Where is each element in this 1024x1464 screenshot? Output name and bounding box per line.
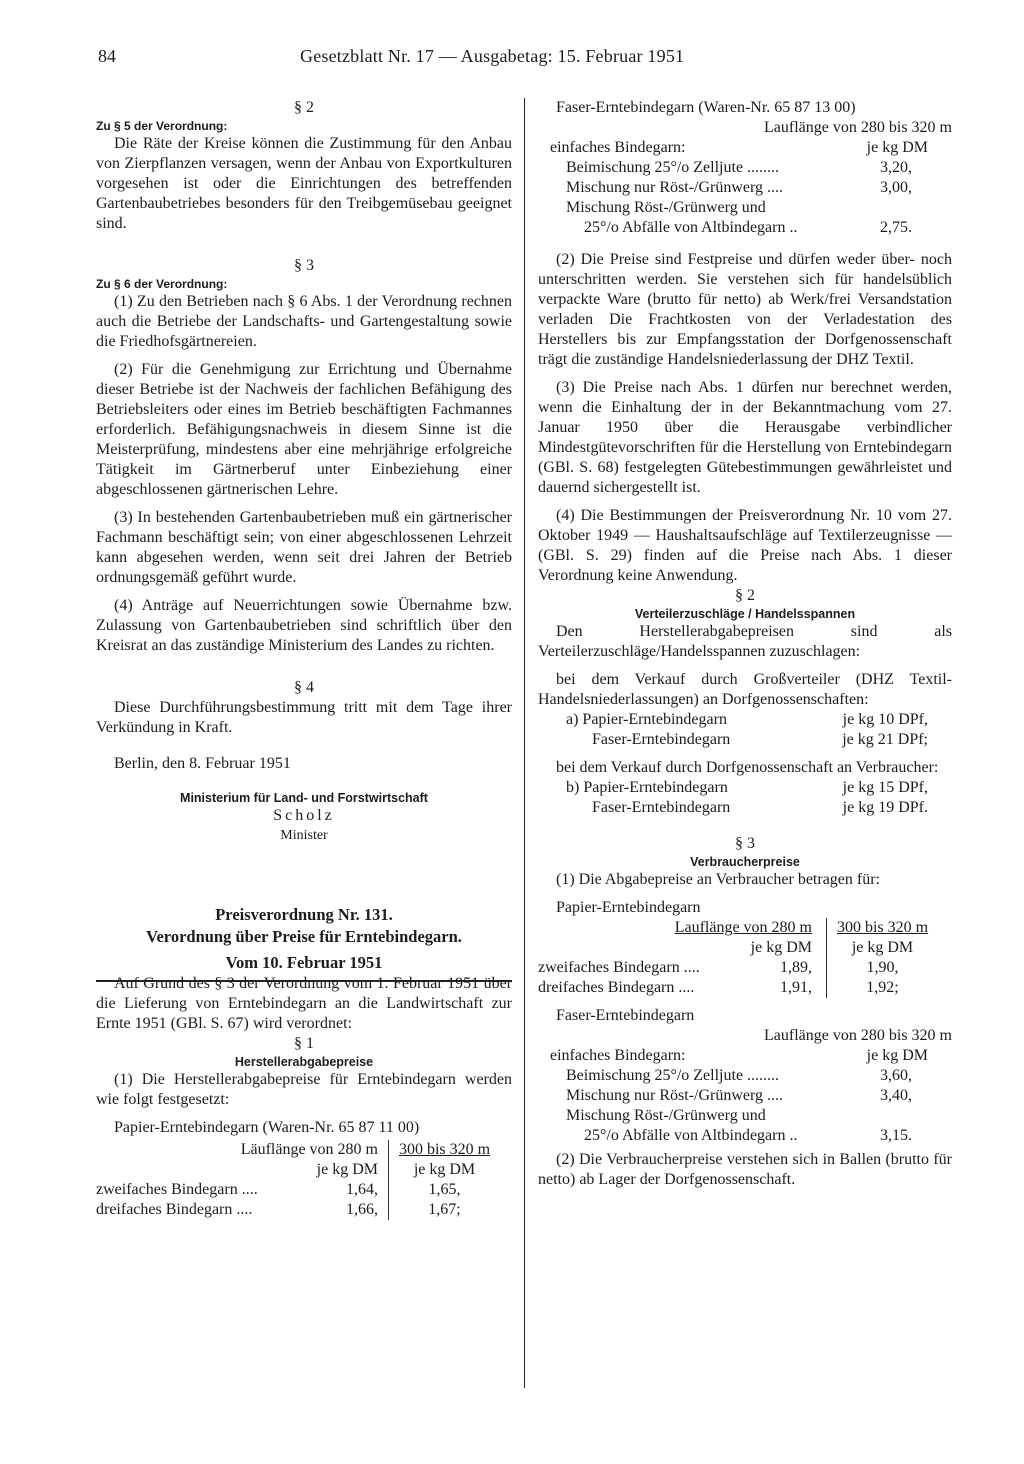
item-label: 25°/o Abfälle von Altbindegarn ..	[584, 1127, 798, 1144]
list-item	[538, 730, 952, 750]
item-label: Mischung nur Röst-/Grünwerg ....	[566, 179, 784, 196]
product-label: Faser-Erntebindegarn (Waren-Nr. 65 87 13 00)	[556, 99, 856, 116]
table-header: Läuflänge von 280 m	[240, 1141, 378, 1158]
table-row-label: zweifaches Bindegarn ....	[538, 959, 700, 976]
table-row-label: zweifaches Bindegarn ....	[96, 1181, 258, 1198]
table-cell: 1,91,	[780, 979, 812, 996]
item-value: 3,60,	[880, 1067, 912, 1084]
paragraph: bei dem Verkauf durch Dorfgenossenschaft an Verbraucher:	[556, 759, 939, 776]
list-item	[538, 778, 952, 798]
ordinance-date: Vom 10. Februar 1951	[225, 953, 383, 972]
list-unit: je kg DM	[866, 1047, 928, 1064]
item-label: 25°/o Abfälle von Altbindegarn ..	[584, 219, 798, 236]
item-value: 2,75.	[880, 219, 912, 236]
paragraph: Auf Grund des § 3 der Verordnung vom 1. Februar 1951 über die Lieferung von Erntebindegarn an die Landwirtschaft zur Ernte 1951 (GBl. S. 67) wird verordnet:	[96, 975, 512, 1032]
list-item	[538, 1106, 952, 1126]
item-value: je kg 19 DPf.	[842, 799, 928, 816]
list-item	[538, 178, 952, 198]
item-label: Mischung Röst-/Grünwerg und	[566, 1107, 766, 1124]
table-cell: 1,90,	[826, 958, 938, 978]
list-item	[538, 158, 952, 178]
ministry-name: Ministerium für Land- und Forstwirtschaft	[180, 791, 428, 805]
table-cell: 1,89,	[780, 959, 812, 976]
table-unit: je kg DM	[316, 1161, 378, 1178]
table-row-label: dreifaches Bindegarn ....	[96, 1201, 253, 1218]
length-label: Lauflänge von 280 bis 320 m	[764, 119, 952, 136]
section-heading: § 2	[294, 99, 314, 116]
item-value: je kg 10 DPf,	[842, 711, 928, 728]
product-label: Papier-Erntebindegarn (Waren-Nr. 65 87 11 00)	[114, 1119, 420, 1136]
ordinance-title: Preisverordnung Nr. 131.	[215, 905, 393, 924]
page-header-title: Gesetzblatt Nr. 17 — Ausgabetag: 15. Februar 1951	[300, 46, 685, 66]
list-label: einfaches Bindegarn:	[550, 1047, 686, 1064]
list-item	[538, 1086, 952, 1106]
section-title: Verteilerzuschläge / Handelsspannen	[634, 607, 856, 621]
item-label: Faser-Erntebindegarn	[592, 731, 731, 748]
item-label: b) Papier-Erntebindegarn	[566, 779, 728, 796]
section-reference: Zu § 5 der Verordnung:	[96, 119, 228, 133]
table-cell: 1,64,	[346, 1181, 378, 1198]
paragraph: (1) Die Abgabepreise an Verbraucher betragen für:	[556, 871, 880, 888]
price-table	[96, 1140, 512, 1220]
right-column	[538, 98, 952, 1190]
length-label: Lauflänge von 280 bis 320 m	[764, 1027, 952, 1044]
list-header	[538, 138, 952, 158]
paragraph: (4) Die Bestimmungen der Preisverordnung Nr. 10 vom 27. Oktober 1949 — Haushaltsaufschläge auf Textilerzeugnisse — (GBl. S. 29) finden auf die Preise nach Abs. 1 dieser Verordnung keine Anwendung.	[538, 507, 952, 584]
section-heading: § 3	[294, 257, 314, 274]
paragraph: (1) Zu den Betrieben nach § 6 Abs. 1 der Verordnung rechnen auch die Betriebe der Landschafts- und Gartengestaltung sowie die Friedhofsgärtnereien.	[96, 293, 512, 350]
item-label: Beimischung 25°/o Zelljute ........	[566, 1067, 780, 1084]
item-value: je kg 15 DPf,	[842, 779, 928, 796]
item-label: a) Papier-Erntebindegarn	[566, 711, 727, 728]
table-header: Lauflänge von 280 m	[674, 919, 812, 936]
paragraph: (2) Die Preise sind Festpreise und dürfen weder über- noch unterschritten werden. Sie verstehen sich für handelsüblich verpackte Ware (brutto für netto) ab Werk/frei Versandstation verladen Die Frachtkosten von der Verladestation des Herstellers bis zur Empfangsstation der Dorfgenossenschaft trägt die zuständige Handelsniederlassung der DHZ Textil.	[538, 251, 952, 368]
price-table	[538, 918, 952, 998]
column-divider	[524, 98, 525, 1388]
paragraph: Diese Durchführungsbestimmung tritt mit dem Tage ihrer Verkündung in Kraft.	[96, 699, 512, 736]
ordinance-subtitle: Verordnung über Preise für Erntebindegarn.	[146, 927, 462, 946]
item-label: Mischung Röst-/Grünwerg und	[566, 199, 766, 216]
list-item	[538, 798, 952, 818]
table-cell: 1,92;	[826, 978, 938, 998]
product-label: Papier-Erntebindegarn	[556, 899, 701, 916]
list-unit: je kg DM	[866, 139, 928, 156]
table-unit: je kg DM	[826, 938, 938, 958]
list-item	[538, 1066, 952, 1086]
table-cell: 1,65,	[388, 1180, 500, 1200]
paragraph: (4) Anträge auf Neuerrichtungen sowie Übernahme bzw. Zulassung von Gartenbaubetrieben sind schriftlich über den Kreisrat an das zuständige Ministerium des Landes zu richten.	[96, 597, 512, 654]
item-label: Beimischung 25°/o Zelljute ........	[566, 159, 780, 176]
section-heading: § 4	[294, 679, 314, 696]
signer-name: Scholz	[273, 807, 335, 824]
section-heading: § 3	[735, 835, 755, 852]
section-title: Verbraucherpreise	[690, 855, 800, 869]
table-header: 300 bis 320 m	[826, 918, 938, 938]
place-date: Berlin, den 8. Februar 1951	[114, 755, 291, 772]
paragraph: (1) Die Herstellerabgabepreise für Erntebindegarn werden wie folgt festgesetzt:	[96, 1071, 512, 1108]
item-label: Faser-Erntebindegarn	[592, 799, 731, 816]
paragraph: (3) Die Preise nach Abs. 1 dürfen nur berechnet werden, wenn die Einhaltung der in der Bekanntmachung vom 27. Januar 1950 über die Herausgabe verbindlicher Mindestgütevorschriften für die Herstellung von Erntebindegarn (GBl. S. 68) festgelegten Gütebestimmungen gewährleistet und dauernd sichergestellt ist.	[538, 379, 952, 496]
table-unit: je kg DM	[750, 939, 812, 956]
section-title: Herstellerabgabepreise	[234, 1055, 374, 1069]
item-value: 3,15.	[880, 1127, 912, 1144]
signer-role: Minister	[280, 828, 328, 843]
paragraph: Die Räte der Kreise können die Zustimmung für den Anbau von Zierpflanzen versagen, wenn der Anbau von Exportkulturen vorgesehen ist oder die Einrichtungen des betreffenden Gartenbaubetriebes besonders für den Treibgemüsebau geeignet sind.	[96, 135, 512, 232]
table-header: 300 bis 320 m	[388, 1140, 500, 1160]
item-label: Mischung nur Röst-/Grünwerg ....	[566, 1087, 784, 1104]
item-value: 3,20,	[880, 159, 912, 176]
paragraph: (2) Die Verbraucherpreise verstehen sich in Ballen (brutto für netto) ab Lager der Dorfgenossenschaft.	[538, 1151, 952, 1188]
table-row-label: dreifaches Bindegarn ....	[538, 979, 695, 996]
paragraph: (3) In bestehenden Gartenbaubetrieben muß ein gärtnerischer Fachmann beschäftigt sein; von einer abgeschlossenen Lehrzeit kann abgesehen werden, wenn seit drei Jahren der Betrieb ordnungsgemäß geführt wurde.	[96, 509, 512, 586]
list-label: einfaches Bindegarn:	[550, 139, 686, 156]
list-item	[538, 1126, 952, 1146]
list-item	[538, 198, 952, 218]
left-column	[96, 98, 512, 1220]
table-cell: 1,67;	[388, 1200, 500, 1220]
list-item	[538, 710, 952, 730]
paragraph: Den Herstellerabgabepreisen sind als Verteilerzuschläge/Handelsspannen zuzuschlagen:	[538, 623, 952, 660]
table-unit: je kg DM	[388, 1160, 500, 1180]
table-cell: 1,66,	[346, 1201, 378, 1218]
item-value: 3,00,	[880, 179, 912, 196]
section-reference: Zu § 6 der Verordnung:	[96, 277, 228, 291]
section-heading: § 2	[735, 587, 755, 604]
list-item	[538, 218, 952, 238]
item-value: je kg 21 DPf;	[842, 731, 928, 748]
paragraph: bei dem Verkauf durch Großverteiler (DHZ Textil-Handelsniederlassungen) an Dorfgenossenschaften:	[538, 671, 952, 708]
product-label: Faser-Erntebindegarn	[556, 1007, 695, 1024]
page-number: 84	[98, 46, 116, 66]
paragraph: (2) Für die Genehmigung zur Errichtung und Übernahme dieser Betriebe ist der Nachweis der fachlichen Befähigung des Betriebsleiters oder eines im Betrieb beschäftigten Fachmannes erforderlich. Befähigungsnachweis in diesem Sinne ist die Meisterprüfung, mindestens aber eine mehrjährige erfolgreiche Tätigkeit im Gärtnerberuf unter Einbeziehung einer abgeschlossenen gärtnerischen Lehre.	[96, 361, 512, 498]
item-value: 3,40,	[880, 1087, 912, 1104]
list-header	[538, 1046, 952, 1066]
section-heading: § 1	[294, 1035, 314, 1052]
